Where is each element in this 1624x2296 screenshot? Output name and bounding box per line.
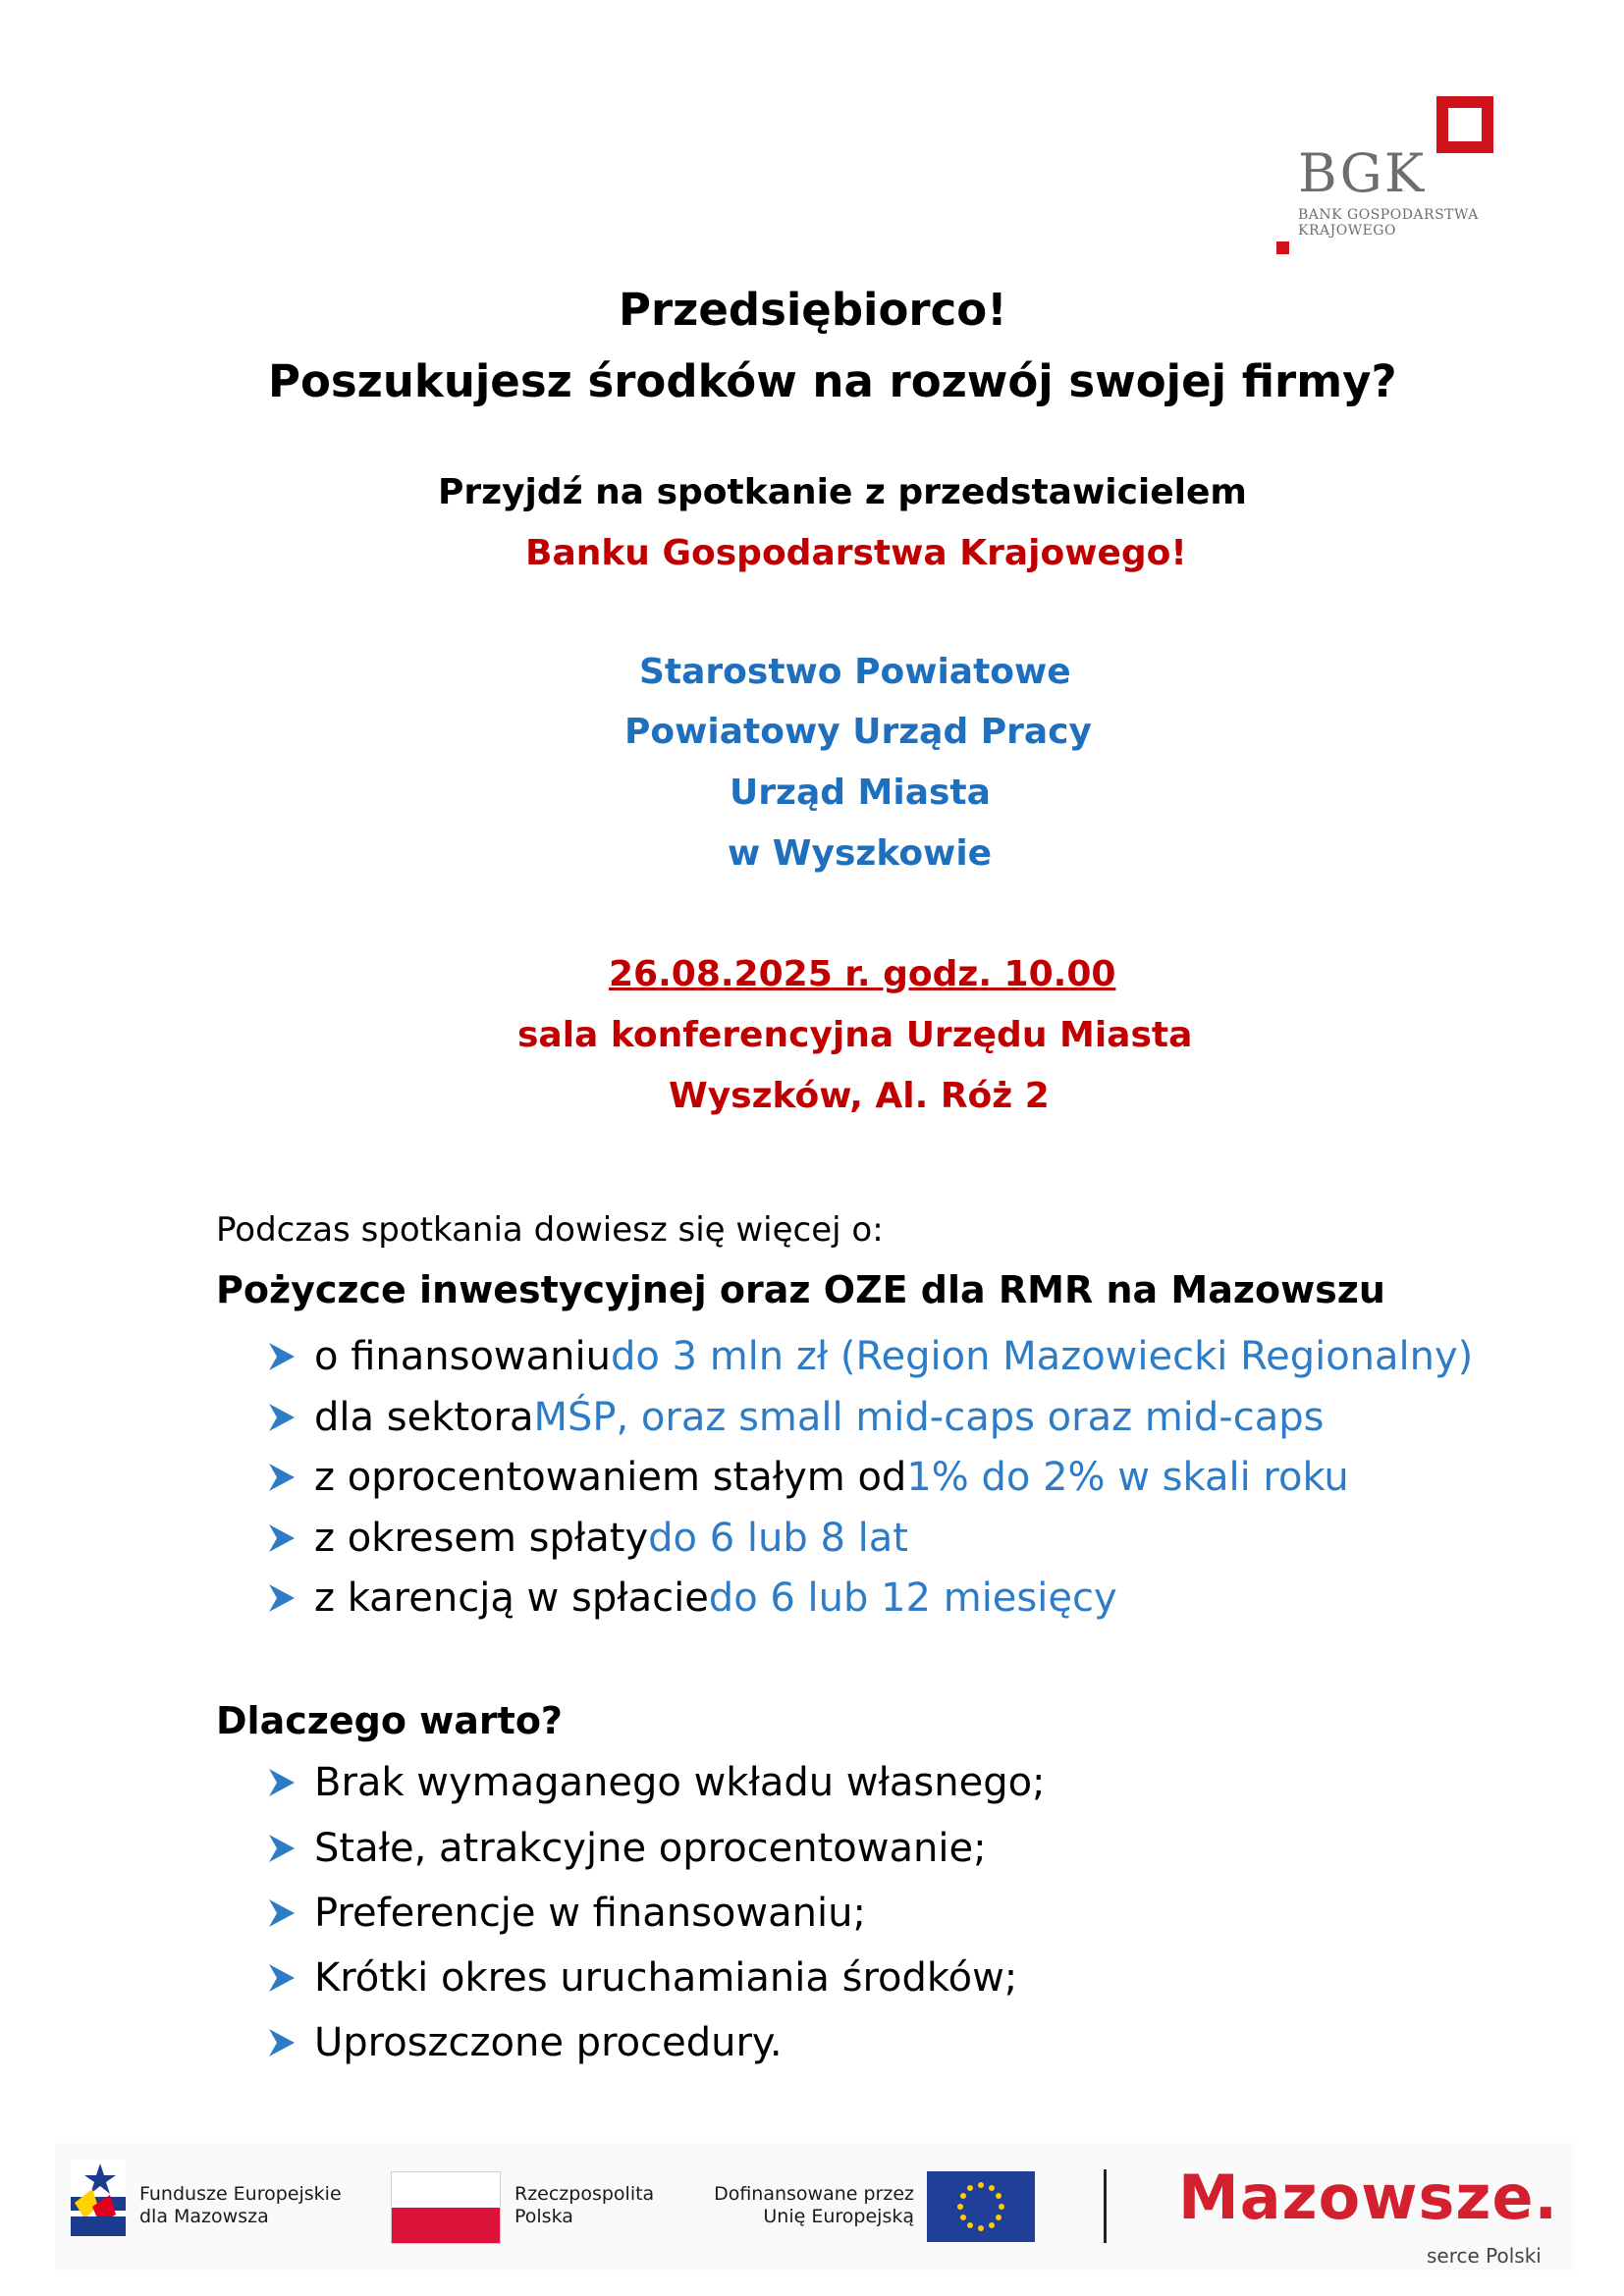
- invite-line2: Banku Gospodarstwa Krajowego!: [525, 533, 1187, 573]
- mazowsze-logo: Mazowsze.: [1178, 2162, 1559, 2233]
- list-item-text: z karencją w spłacie: [314, 1575, 709, 1621]
- event-venue: sala konferencyjna Urzędu Miasta: [517, 1015, 1193, 1055]
- why-item: [267, 1955, 1018, 2001]
- event-address: Wyszków, Al. Róż 2: [669, 1076, 1050, 1116]
- list-item-highlight: do 6 lub 12 miesięcy: [708, 1575, 1117, 1621]
- list-item: [267, 1575, 1117, 1621]
- why-title: Dlaczego warto?: [216, 1699, 563, 1742]
- heading-line1: Przedsiębiorco!: [619, 284, 1007, 336]
- list-item-text: o finansowaniu: [314, 1334, 611, 1379]
- list-item-highlight: do 6 lub 8 lat: [648, 1516, 908, 1561]
- arrow-bullet-icon: [267, 1462, 297, 1493]
- bgk-logo-line2: KRAJOWEGO: [1298, 223, 1396, 239]
- list-item: [267, 1395, 1325, 1440]
- list-item-text: z okresem spłaty: [314, 1516, 649, 1561]
- bgk-logo-line1: BANK GOSPODARSTWA: [1298, 207, 1479, 223]
- list-item-highlight: 1% do 2% w skali roku: [906, 1455, 1349, 1500]
- eu-flag-icon: [927, 2171, 1035, 2242]
- rzeczpospolita-label: [514, 2183, 654, 2228]
- why-item: [267, 1891, 866, 1936]
- why-item-text: Brak wymaganego wkładu własnego;: [314, 1760, 1046, 1805]
- list-item-highlight: MŚP, oraz small mid-caps oraz mid-caps: [533, 1395, 1325, 1440]
- host-line-4: w Wyszkowie: [728, 833, 993, 874]
- bgk-logo-subtitle: [1298, 207, 1479, 239]
- event-datetime: 26.08.2025 r. godz. 10.00: [609, 954, 1116, 994]
- bgk-logo-square: [1436, 96, 1493, 153]
- host-line-1: Starostwo Powiatowe: [639, 652, 1071, 692]
- arrow-bullet-icon: [267, 1402, 297, 1433]
- invite-line1: Przyjdź na spotkanie z przedstawicielem: [438, 472, 1247, 512]
- list-item-text: z oprocentowaniem stałym od: [314, 1455, 907, 1500]
- arrow-bullet-icon: [267, 1962, 297, 1994]
- mazowsze-tagline: serce Polski: [1427, 2244, 1542, 2268]
- why-item-text: Stałe, atrakcyjne oprocentowanie;: [314, 1826, 987, 1871]
- footer-divider: [1104, 2169, 1107, 2243]
- arrow-bullet-icon: [267, 1767, 297, 1798]
- fe-line2: dla Mazowsza: [139, 2206, 269, 2227]
- details-intro: Podczas spotkania dowiesz się więcej o:: [216, 1210, 884, 1250]
- why-item: [267, 1826, 987, 1871]
- arrow-bullet-icon: [267, 1833, 297, 1864]
- arrow-bullet-icon: [267, 2027, 297, 2058]
- rp-line2: Polska: [514, 2206, 573, 2227]
- fundusze-europejskie-label: [139, 2183, 342, 2228]
- bgk-logo-dot: [1276, 241, 1289, 254]
- details-subject: Pożyczce inwestycyjnej oraz OZE dla RMR na Mazowszu: [216, 1268, 1385, 1311]
- host-line-2: Powiatowy Urząd Pracy: [624, 712, 1092, 752]
- host-line-3: Urząd Miasta: [730, 773, 991, 813]
- heading-line2: Poszukujesz środków na rozwój swojej firmy?: [268, 355, 1397, 407]
- polish-flag-icon: [391, 2171, 501, 2244]
- arrow-bullet-icon: [267, 1897, 297, 1929]
- list-item: [267, 1455, 1349, 1500]
- eu-line2: Unię Europejską: [763, 2206, 914, 2227]
- arrow-bullet-icon: [267, 1341, 297, 1372]
- list-item-highlight: do 3 mln zł (Region Mazowiecki Regionalny): [610, 1334, 1474, 1379]
- bgk-logo-text: BGK: [1298, 142, 1427, 204]
- list-item-text: dla sektora: [314, 1395, 534, 1440]
- why-item-text: Preferencje w finansowaniu;: [314, 1891, 866, 1936]
- list-item: [267, 1334, 1474, 1379]
- fundusze-europejskie-logo-icon: [71, 2160, 126, 2236]
- fe-line1: Fundusze Europejskie: [139, 2183, 342, 2205]
- eu-funding-label: [706, 2183, 914, 2228]
- why-item-text: Uproszczone procedury.: [314, 2020, 783, 2065]
- arrow-bullet-icon: [267, 1522, 297, 1554]
- why-item-text: Krótki okres uruchamiania środków;: [314, 1955, 1018, 2001]
- arrow-bullet-icon: [267, 1582, 297, 1614]
- why-item: [267, 2020, 783, 2065]
- why-item: [267, 1760, 1046, 1805]
- list-item: [267, 1516, 908, 1561]
- rp-line1: Rzeczpospolita: [514, 2183, 655, 2205]
- eu-line1: Dofinansowane przez: [714, 2183, 914, 2205]
